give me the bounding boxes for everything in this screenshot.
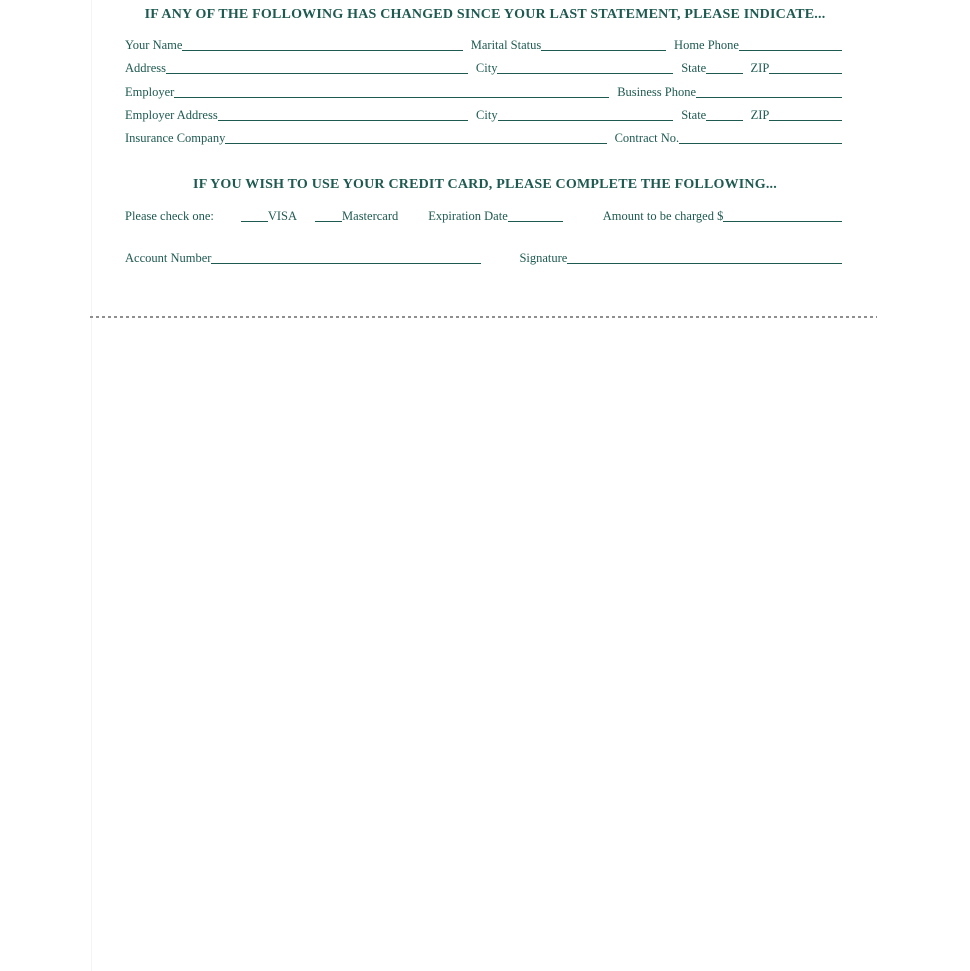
visa-label: VISA [267, 209, 298, 223]
please-check-one-label: Please check one: [125, 209, 214, 223]
business-phone-line [696, 97, 842, 98]
amount-line [723, 221, 842, 222]
employer-state-label: State [681, 107, 707, 122]
form-row-employer [125, 76, 842, 99]
employer-address-label: Employer Address [125, 107, 218, 122]
signature-label: Signature [519, 251, 568, 265]
contract-no-line [679, 143, 842, 144]
your-name-label: Your Name [125, 38, 183, 53]
marital-status-line [541, 50, 666, 51]
home-phone-label: Home Phone [674, 38, 739, 53]
contract-no-label: Contract No. [614, 130, 680, 145]
account-signature-row [125, 242, 842, 266]
employer-zip-label: ZIP [750, 107, 770, 122]
marital-status-label: Marital Status [470, 38, 542, 53]
employer-line [174, 97, 609, 98]
address-line [166, 73, 468, 74]
expiration-date-line [508, 221, 563, 222]
your-name-line [182, 50, 462, 51]
mastercard-label: Mastercard [342, 209, 399, 223]
city-label: City [475, 61, 498, 76]
zip-label: ZIP [750, 61, 770, 76]
employer-zip-line [769, 120, 842, 121]
zip-line [769, 73, 842, 74]
expiration-date-label: Expiration Date [428, 209, 508, 223]
state-label: State [681, 61, 707, 76]
form-row-name [125, 30, 842, 53]
state-line [706, 73, 742, 74]
form-row-address [125, 53, 842, 76]
visa-check-line [241, 221, 268, 222]
employer-address-line [218, 120, 468, 121]
address-label: Address [125, 61, 166, 76]
credit-card-options-row [125, 200, 842, 224]
paper-scan-edge [91, 0, 92, 971]
form-row-insurance [125, 123, 842, 146]
perforation-dashed-line [90, 316, 877, 318]
amount-to-be-charged-label: Amount to be charged $ [602, 209, 724, 223]
signature-line [567, 263, 842, 264]
form-row-employer-address [125, 100, 842, 123]
mastercard-check-line [315, 221, 342, 222]
credit-section-title: IF YOU WISH TO USE YOUR CREDIT CARD, PLEASE COMPLETE THE FOLLOWING... [193, 177, 777, 192]
employer-label: Employer [125, 84, 175, 99]
employer-state-line [706, 120, 742, 121]
insurance-company-label: Insurance Company [125, 130, 226, 145]
business-phone-label: Business Phone [617, 84, 697, 99]
employer-city-line [498, 120, 674, 121]
city-line [497, 73, 673, 74]
update-section-title: IF ANY OF THE FOLLOWING HAS CHANGED SINCE YOUR LAST STATEMENT, PLEASE INDICATE... [144, 7, 826, 22]
insurance-company-line [225, 143, 606, 144]
account-number-line [211, 263, 481, 264]
account-number-label: Account Number [125, 251, 212, 265]
home-phone-line [739, 50, 842, 51]
employer-city-label: City [476, 107, 498, 122]
update-info-form [125, 30, 842, 146]
